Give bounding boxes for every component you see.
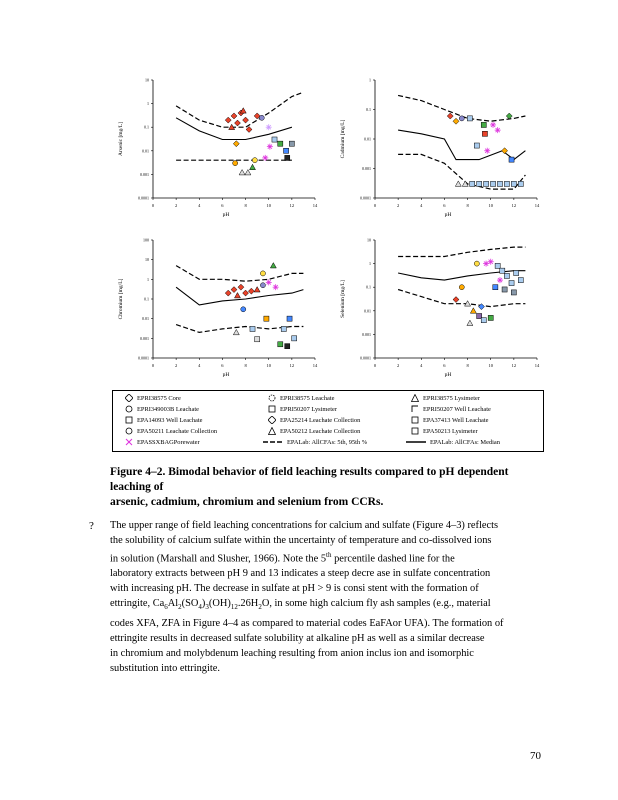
data-point [234, 293, 240, 298]
y-axis-label: Cadmium [mg/L] [340, 119, 346, 159]
legend-item: EPA50213 Lysimeter [411, 427, 478, 435]
data-point [254, 287, 260, 292]
chromium-plot [108, 232, 348, 382]
x-tick-label: 10 [488, 363, 493, 368]
figure-caption [110, 465, 550, 510]
data-point [272, 137, 277, 142]
y-tick-label: 1 [147, 101, 149, 107]
data-point [246, 126, 252, 132]
x-tick-label: 14 [534, 363, 540, 368]
data-point [250, 326, 255, 331]
data-point [225, 290, 231, 296]
data-point [289, 141, 294, 146]
y-tick-label: 0.1 [366, 284, 371, 290]
body-line: ettringite, $Ca_6Al_2(SO_4)_3(OH)_{12}.26H_2O$, in some high calcium fly ash samples (e.g., material [110, 598, 491, 612]
data-point [285, 155, 290, 160]
data-point [500, 268, 505, 273]
data-point [243, 290, 249, 296]
data-point [511, 290, 516, 295]
data-point [264, 316, 269, 321]
x-tick-label: 2 [175, 363, 178, 368]
x-tick-label: 14 [312, 363, 318, 368]
data-point [278, 342, 283, 347]
data-point [478, 304, 484, 310]
data-point [266, 124, 272, 130]
x-tick-label: 6 [221, 203, 224, 208]
data-point [467, 116, 472, 121]
y-tick-label: 100 [143, 237, 149, 243]
data-point [266, 279, 272, 285]
data-point [497, 277, 503, 283]
data-point [260, 271, 265, 276]
data-point [273, 284, 279, 290]
data-point [252, 158, 257, 163]
y-tick-label: 1 [369, 77, 371, 83]
x-tick-label: 4 [198, 203, 201, 208]
page-number: 70 [530, 750, 541, 762]
chart-chromium [108, 232, 348, 382]
legend-item: EPRI38575 Lysimeter [411, 394, 480, 402]
x-tick-label: 4 [420, 363, 423, 368]
data-point [248, 288, 254, 294]
body-line: ettringite results in decreased sulfate solubility at alkaline pH as well as a similar decrease [110, 632, 485, 644]
x-axis-label: pH [222, 212, 230, 218]
legend-item: EPA25214 Leachate Collection [268, 416, 360, 424]
x-tick-label: 0 [151, 203, 155, 208]
y-tick-label: 0.001 [362, 331, 371, 337]
data-point [484, 181, 489, 186]
legend-item: EPRI50207 Lysimeter [268, 405, 337, 413]
x-tick-label: 8 [244, 363, 247, 368]
body-line: in solution (Marshall and Slusher, 1966). Note the 5th percentile dashed line for the [110, 551, 455, 565]
y-tick-label: 0.01 [142, 316, 149, 322]
data-point [260, 283, 265, 288]
data-point [497, 181, 502, 186]
data-point [245, 170, 251, 175]
y-tick-label: 0.0001 [138, 195, 149, 201]
data-point [470, 308, 476, 313]
body-line: The upper range of field leaching concentrations for calcium and sulfate (Figure 4–3) reflects [110, 520, 499, 531]
data-point [239, 170, 245, 175]
data-point [514, 270, 519, 275]
data-point [509, 157, 514, 162]
data-point [292, 336, 297, 341]
x-tick-label: 2 [397, 203, 400, 208]
legend-item: EPRI50207 Well Leachate [411, 405, 491, 413]
data-point [234, 120, 240, 126]
selenium-plot [330, 232, 570, 382]
data-point [502, 148, 508, 154]
data-point [481, 122, 486, 127]
data-point [233, 141, 239, 147]
data-point [250, 164, 256, 169]
caption-line-2: arsenic, cadmium, chromium and selenium from CCRs. [110, 496, 384, 508]
body-paragraph [110, 518, 550, 676]
data-point [243, 117, 249, 123]
y-tick-label: 0.01 [142, 148, 149, 154]
legend-item: EPRI38575 Core [125, 394, 181, 402]
data-point [474, 143, 479, 148]
legend-item: EPALab: AllCFAs: Median [430, 438, 500, 446]
y-axis-label: Arsenic [mg/L] [118, 121, 124, 157]
median-line [398, 130, 525, 160]
x-tick-label: 4 [198, 363, 201, 368]
data-point [267, 144, 273, 150]
x-tick-label: 0 [373, 363, 377, 368]
data-point [477, 181, 482, 186]
bullet-mark: ? [89, 520, 94, 532]
percentile-95-line [176, 92, 303, 127]
x-axis-label: pH [444, 372, 452, 378]
percentile-95-line [398, 247, 525, 256]
legend-item: EPA50211 Leachate Collection [125, 427, 217, 435]
data-point [233, 329, 239, 334]
chart-legend [112, 390, 544, 452]
data-point [459, 285, 464, 290]
y-tick-label: 0.01 [364, 136, 371, 142]
data-point [482, 131, 487, 136]
data-point [255, 337, 260, 342]
y-tick-label: 0.01 [364, 308, 371, 314]
data-point [281, 326, 286, 331]
legend-item: EPASSXBAGPorewater [125, 438, 200, 446]
legend-item: EPALab: AllCFAs: 5th, 95th % [287, 438, 368, 446]
data-point [484, 148, 490, 154]
data-point [504, 181, 509, 186]
data-point [238, 284, 244, 290]
chart-cadmium [330, 72, 570, 222]
data-point [270, 263, 276, 268]
y-tick-label: 0.001 [140, 335, 149, 341]
data-point [284, 148, 289, 153]
data-point [511, 181, 516, 186]
data-point [488, 315, 493, 320]
x-tick-label: 8 [466, 203, 469, 208]
data-point [459, 116, 464, 121]
data-point [490, 181, 495, 186]
data-point [285, 344, 290, 349]
y-tick-label: 0.1 [366, 107, 371, 112]
data-point [241, 307, 246, 312]
legend-item: EPA50212 Leachate Collection [268, 427, 360, 435]
x-tick-label: 14 [534, 203, 540, 208]
data-point [467, 320, 473, 325]
legend-item: EPA37413 Well Leachate [411, 416, 489, 424]
legend-item: EPA14093 Well Leachate [125, 416, 203, 424]
x-axis-label: pH [222, 372, 230, 378]
x-axis-label: pH [444, 212, 452, 218]
data-point [278, 141, 283, 146]
cadmium-plot [330, 72, 570, 222]
body-line: codes XFA, ZFA in Figure 4–4 as compared to material codes EaFAor UFA). The formation of [110, 617, 504, 629]
x-tick-label: 10 [488, 203, 493, 208]
x-tick-label: 6 [221, 363, 224, 368]
data-point [287, 316, 292, 321]
data-point [474, 261, 479, 266]
data-point [231, 287, 237, 293]
x-tick-label: 14 [312, 203, 318, 208]
data-point [481, 318, 486, 323]
x-tick-label: 6 [443, 203, 446, 208]
y-axis-label: Selenium [mg/L] [340, 280, 346, 318]
data-point [502, 287, 507, 292]
body-line: with increasing pH. The decrease in sulfate at pH > 9 is consi stent with the formation of [110, 583, 479, 595]
data-point [495, 263, 500, 268]
x-tick-label: 12 [511, 203, 517, 208]
data-point [453, 297, 459, 303]
y-tick-label: 0.001 [140, 171, 149, 177]
x-tick-label: 8 [466, 363, 469, 368]
data-point [231, 113, 237, 119]
data-point [455, 181, 461, 186]
body-line: laboratory extracts between pH 9 and 13 indicates a steep decre ase in sulfate concentration [110, 568, 491, 580]
x-tick-label: 6 [443, 363, 446, 368]
y-tick-label: 10 [367, 237, 371, 243]
caption-line-1: Figure 4–2. Bimodal behavior of field leaching results compared to pH dependent leaching of [110, 466, 509, 493]
y-tick-label: 0.1 [144, 124, 149, 130]
x-tick-label: 10 [266, 203, 271, 208]
legend-item: EPRI38575 Leachate [268, 394, 334, 402]
median-line [176, 287, 303, 305]
data-point [453, 118, 459, 124]
data-point [495, 127, 501, 133]
body-line: in chromium and molybdenum leaching resulting from anion inclus ion and isomorphic [110, 647, 474, 659]
x-tick-label: 4 [420, 203, 423, 208]
x-tick-label: 8 [244, 203, 247, 208]
y-tick-label: 10 [145, 77, 149, 83]
y-tick-label: 0.0001 [360, 195, 371, 201]
y-tick-label: 0.1 [144, 296, 149, 302]
arsenic-plot [108, 72, 348, 222]
x-tick-label: 2 [397, 363, 400, 368]
x-tick-label: 12 [289, 363, 295, 368]
x-tick-label: 10 [266, 363, 271, 368]
data-point [259, 115, 264, 120]
x-tick-label: 12 [289, 203, 295, 208]
body-line: substitution into ettringite. [110, 662, 220, 674]
legend-item: EPRI349003B Leachate [125, 405, 199, 413]
x-tick-label: 2 [175, 203, 178, 208]
y-tick-label: 0.0001 [138, 355, 149, 361]
data-point [477, 313, 482, 318]
y-tick-label: 0.001 [362, 166, 371, 171]
y-tick-label: 1 [147, 276, 149, 282]
data-point [447, 113, 453, 119]
data-point [233, 161, 238, 166]
percentile-95-line [176, 266, 303, 282]
chart-arsenic [108, 72, 348, 222]
body-line: the solubility of calcium sulfate within the uncertainty of temperature and co‐dissolved ions [110, 535, 492, 546]
y-tick-label: 1 [369, 261, 371, 267]
chart-selenium [330, 232, 570, 382]
data-point [504, 273, 509, 278]
y-tick-label: 0.0001 [360, 355, 371, 361]
data-point [225, 117, 231, 123]
data-point [493, 285, 498, 290]
data-point [470, 181, 475, 186]
y-axis-label: Chromium [mg/L] [118, 278, 124, 320]
data-point [518, 278, 523, 283]
x-tick-label: 12 [511, 363, 517, 368]
data-point [509, 280, 514, 285]
data-point [518, 181, 523, 186]
data-point [490, 122, 496, 128]
x-tick-label: 0 [151, 363, 155, 368]
x-tick-label: 0 [373, 203, 377, 208]
y-tick-label: 10 [145, 257, 149, 263]
